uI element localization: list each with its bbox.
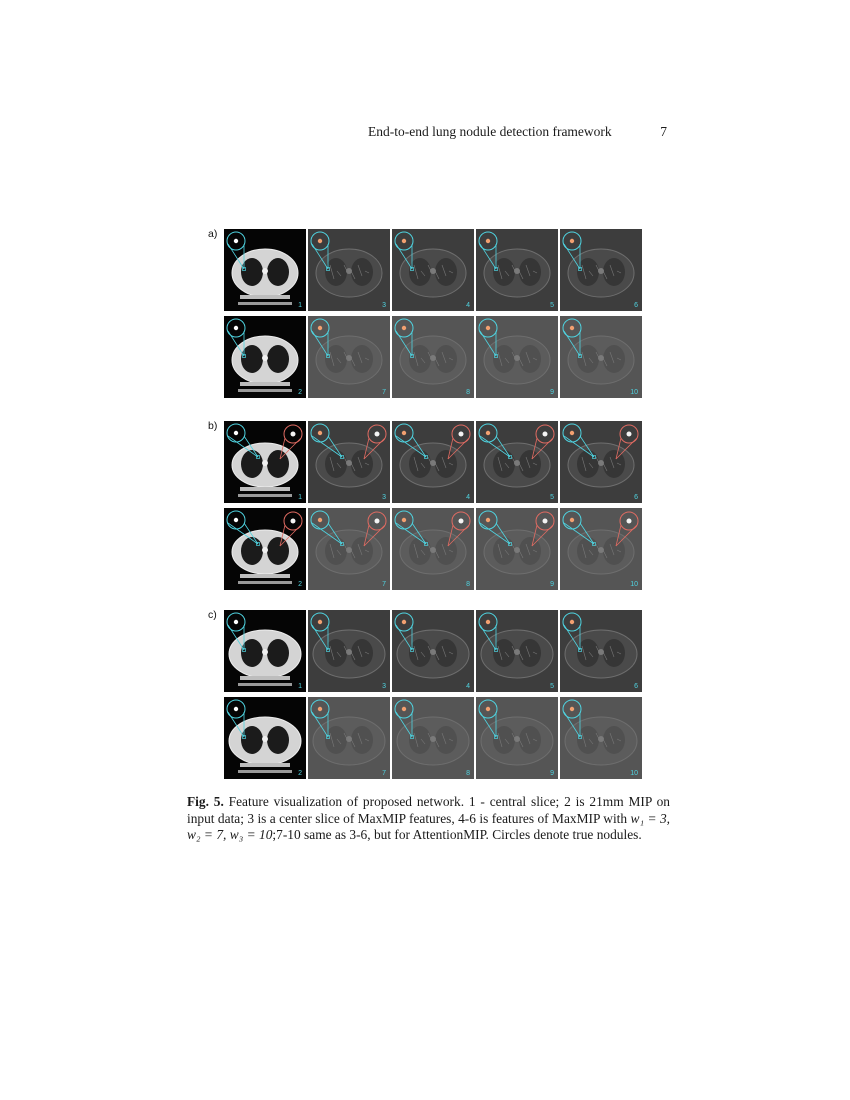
tile-number: 7	[382, 770, 386, 777]
tile-number: 5	[550, 494, 554, 501]
ct-image-tile	[308, 610, 390, 692]
caption-text-1: Feature visualization of proposed network. 1 - central slice; 2 is 21mm MIP on input data; 3 is a center slice of MaxMIP features, 4-6 is features of MaxMIP with	[187, 794, 670, 826]
ct-image-tile	[476, 229, 558, 311]
ct-image-tile	[560, 316, 642, 398]
tile-number: 1	[298, 494, 302, 501]
ct-image-tile	[476, 508, 558, 590]
tile-number: 6	[634, 683, 638, 690]
ct-image-tile	[476, 697, 558, 779]
ct-image-tile	[392, 508, 474, 590]
ct-image-tile	[560, 229, 642, 311]
tile-number: 9	[550, 389, 554, 396]
tile-number: 5	[550, 683, 554, 690]
running-title: End-to-end lung nodule detection framework	[368, 124, 612, 139]
ct-image-tile	[392, 316, 474, 398]
tile-number: 6	[634, 494, 638, 501]
ct-image-tile	[560, 421, 642, 503]
tile-number: 2	[298, 581, 302, 588]
tile-number: 3	[382, 302, 386, 309]
ct-image-tile	[224, 421, 306, 503]
panel-label: c)	[208, 609, 217, 621]
ct-image-tile	[308, 316, 390, 398]
tile-number: 2	[298, 770, 302, 777]
ct-image-tile	[392, 697, 474, 779]
tile-number: 5	[550, 302, 554, 309]
tile-number: 7	[382, 389, 386, 396]
tile-number: 7	[382, 581, 386, 588]
tile-number: 1	[298, 302, 302, 309]
caption-label: Fig. 5.	[187, 794, 224, 809]
caption-math: w₁ = 3, w₂ = 7, w₃ = 10	[187, 810, 670, 842]
ct-image-tile	[224, 697, 306, 779]
panel-label: b)	[208, 420, 218, 432]
ct-image-tile	[224, 316, 306, 398]
tile-number: 10	[630, 770, 638, 777]
tile-number: 4	[466, 683, 470, 690]
caption-text-2: ;7-10 same as 3-6, but for AttentionMIP. Circles denote true nodules.	[272, 827, 642, 842]
ct-image-tile	[308, 421, 390, 503]
ct-image-tile	[224, 508, 306, 590]
panel-label: a)	[208, 228, 218, 240]
tile-number: 2	[298, 389, 302, 396]
ct-image-tile	[308, 229, 390, 311]
page-number: 7	[660, 124, 667, 139]
tile-number: 8	[466, 389, 470, 396]
tile-number: 1	[298, 683, 302, 690]
ct-image-tile	[476, 316, 558, 398]
tile-number: 9	[550, 770, 554, 777]
figure-caption	[187, 794, 670, 844]
tile-number: 8	[466, 581, 470, 588]
ct-image-tile	[224, 229, 306, 311]
ct-image-tile	[476, 610, 558, 692]
ct-image-tile	[476, 421, 558, 503]
ct-image-tile	[392, 421, 474, 503]
tile-number: 4	[466, 302, 470, 309]
tile-number: 6	[634, 302, 638, 309]
ct-image-tile	[560, 610, 642, 692]
ct-image-tile	[560, 508, 642, 590]
tile-number: 3	[382, 683, 386, 690]
tile-number: 4	[466, 494, 470, 501]
ct-image-tile	[224, 610, 306, 692]
ct-image-tile	[308, 508, 390, 590]
tile-number: 10	[630, 389, 638, 396]
ct-image-tile	[308, 697, 390, 779]
ct-image-tile	[392, 610, 474, 692]
tile-number: 9	[550, 581, 554, 588]
tile-number: 3	[382, 494, 386, 501]
ct-image-tile	[392, 229, 474, 311]
tile-number: 10	[630, 581, 638, 588]
tile-number: 8	[466, 770, 470, 777]
ct-image-tile	[560, 697, 642, 779]
